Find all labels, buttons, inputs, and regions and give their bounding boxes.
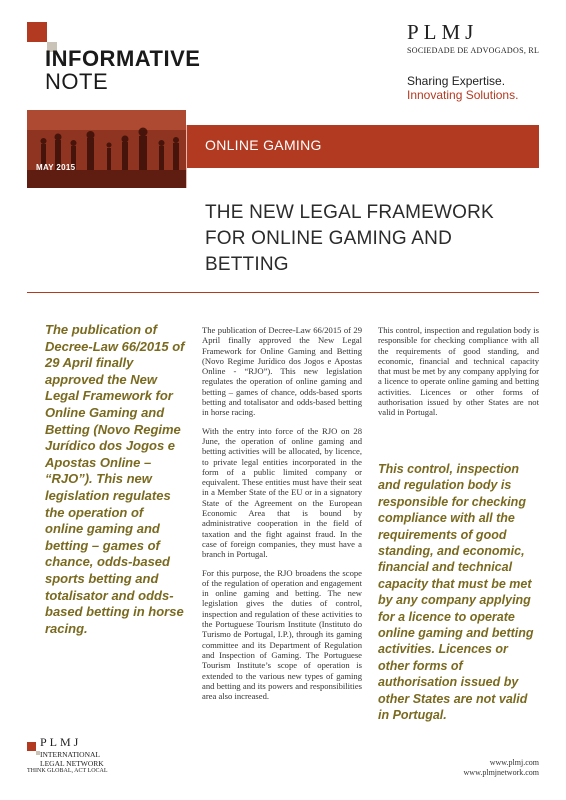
section-label: ONLINE GAMING	[205, 137, 322, 153]
plmj-logo-subtitle: SOCIEDADE DE ADVOGADOS, RL	[407, 46, 540, 55]
footer-brand-square-large	[27, 742, 36, 751]
pull-quote: This control, inspection and regulation body is responsible for checking compliance with all the requirements of good standing, and economic, financial and technical capacity that must be met by any company applying for a licence to operate online gaming and betting activities. Licences or other forms of authorisation issued by other States are not valid in Portugal.	[378, 462, 534, 723]
silhouettes-image	[27, 110, 186, 188]
intro-pull-quote: The publication of Decree-Law 66/2015 of 29 April finally approved the New Legal Framework for Online Gaming and Betting (Novo Regime Jurídico dos Jogos e Apostas Online – “RJO”). This new legislation regulates the operation of online gaming and betting – games of chance, odds-based sports betting and totalisator and odds-based betting in horse racing.	[45, 322, 185, 636]
footer-link-plmjnetwork[interactable]: www.plmjnetwork.com	[463, 768, 539, 777]
footer-network-line1: INTERNATIONAL	[40, 750, 100, 759]
body-column-1	[202, 325, 362, 709]
footer-link-plmj[interactable]: www.plmj.com	[489, 758, 539, 767]
brand-square-large	[27, 22, 47, 42]
body-column-2	[378, 325, 539, 426]
body-paragraph-3: For this purpose, the RJO broadens the scope of the regulation of operation and engagement in online gaming and betting. The new legislation gives the duties of control, inspection and regulation of these activities to the Portuguese Tourism Institute (Instituto do Turismo de Portugal, I.P.), through its gaming committee and its Department of Regulation and Inspection of Gaming. The Portuguese Tourism Institute’s scope of operation is extended to the various new types of gaming and betting and its powers and responsibilities area also increased.	[202, 567, 362, 702]
note-title-line1: INFORMATIVE	[45, 46, 201, 71]
footer-motto: THINK GLOBAL, ACT LOCAL	[27, 768, 108, 774]
title-rule	[27, 292, 539, 293]
footer-logo: PLMJ	[40, 735, 82, 749]
note-title-line2: NOTE	[45, 69, 109, 94]
article-title: THE NEW LEGAL FRAMEWORK FOR ONLINE GAMING AND BETTING	[205, 202, 494, 275]
plmj-logo: PLMJ	[407, 20, 479, 44]
tagline-line2: Innovating Solutions.	[407, 88, 519, 102]
banner-photo	[27, 110, 186, 188]
banner-divider	[186, 125, 187, 188]
tagline-line1: Sharing Expertise.	[407, 74, 506, 88]
issue-date: MAY 2015	[36, 163, 76, 172]
body-paragraph-1: The publication of Decree-Law 66/2015 of 29 April finally approved the New Legal Framework for Online Gaming and Betting (Novo Regime Jurídico dos Jogos e Apostas Online - “RJO”). This new legislation regulates the operation of online gaming and betting – games of chance, odds-based sports betting and totalisator and odds-based betting in horse racing.	[202, 325, 362, 418]
body-paragraph-4: This control, inspection and regulation body is responsible for checking compliance with all the requirements of good standing, and economic, financial and technical capacity that must be met by any company applying for a licence to operate online gaming and betting activities. Licences or other forms of authorisation issued by other States are not valid in Portugal.	[378, 325, 539, 418]
footer-network-line2: LEGAL NETWORK	[40, 759, 104, 768]
body-paragraph-2: With the entry into force of the RJO on 28 June, the operation of online gaming and betting activities will be allocated, by licence, to private legal entities incorporated in the form of a public limited company or equivalent. These entities must have their seat in a Member State of the EU or in a signatory State of the Agreement on the European Economic Area that is bound by administrative cooperation in the field of taxation and the fight against fraud. In the case of foreign companies, they must have a branch in Portugal.	[202, 425, 362, 560]
